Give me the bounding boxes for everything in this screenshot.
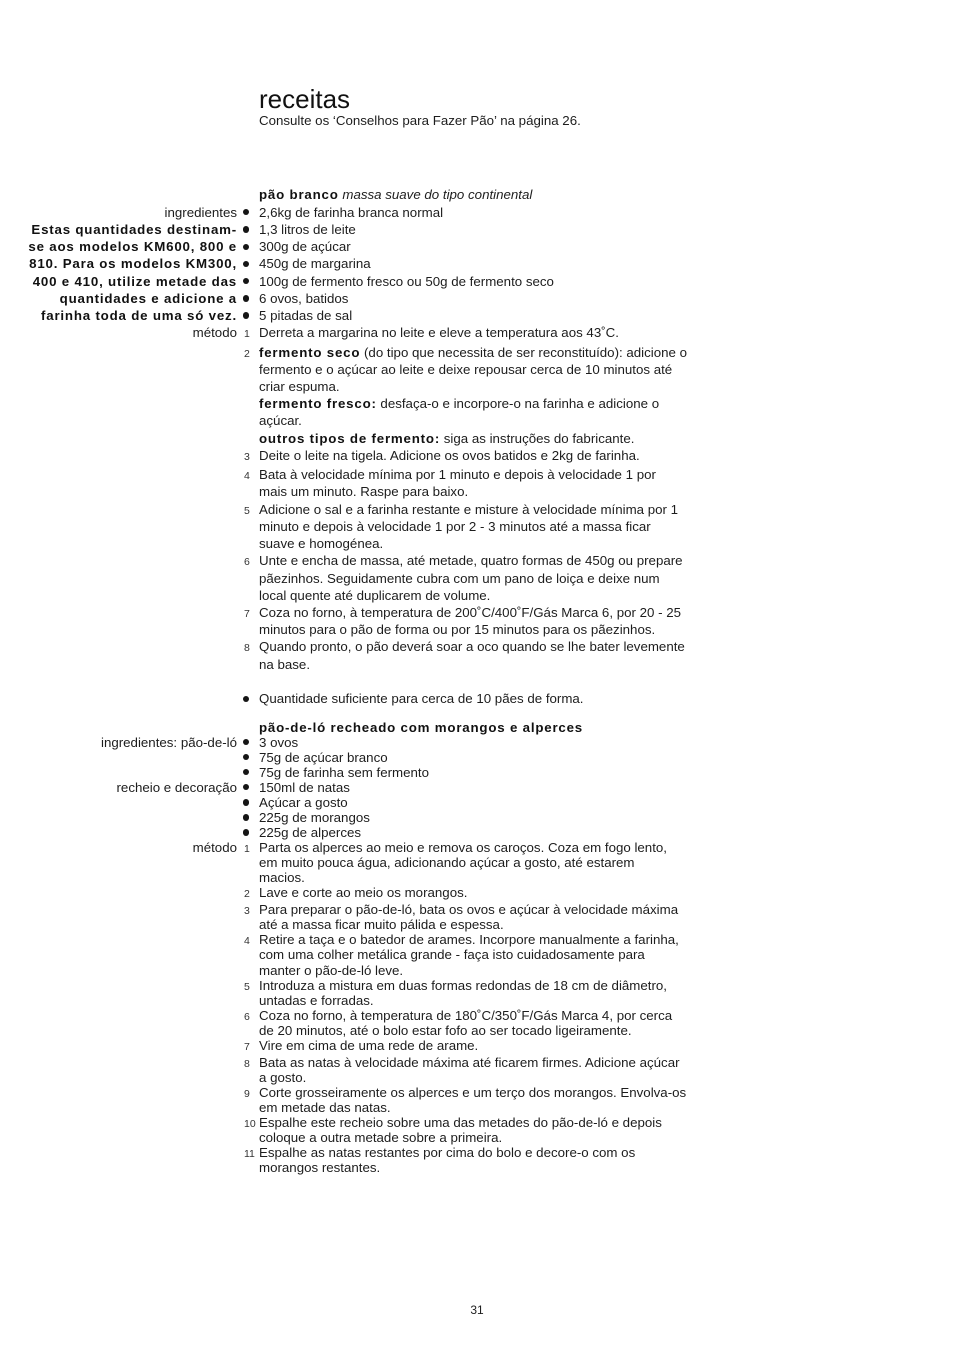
method-step	[237, 1008, 760, 1038]
step-number: 5	[244, 504, 250, 517]
page-header	[259, 85, 581, 129]
bullet-marker	[237, 238, 259, 255]
method-group	[0, 324, 760, 673]
ingredient-text: 225g de alperces	[259, 824, 362, 840]
filling-labels	[0, 780, 237, 840]
yeast-type: fermento seco	[259, 344, 361, 360]
bullet-marker	[237, 690, 259, 707]
ingredient-text: 150ml de natas	[259, 779, 350, 795]
method-step	[237, 902, 760, 932]
step-text: Corte grosseiramente os alperces e um terço dos morangos. Envolva-os em metade das natas.	[259, 1085, 687, 1116]
recipe-title-row	[0, 720, 760, 735]
sponge-labels	[0, 735, 237, 780]
method-step	[237, 324, 760, 343]
page-title: receitas	[259, 84, 351, 114]
bullet-icon	[243, 769, 249, 775]
step-number: 6	[244, 556, 250, 569]
bullet-icon	[243, 226, 249, 232]
ingredient-text: 300g de açúcar	[259, 239, 351, 255]
step-number: 4	[244, 470, 250, 483]
bullet-marker	[237, 780, 259, 795]
ingredient-item	[237, 795, 760, 810]
method-step	[237, 604, 760, 638]
step-text: Unte e encha de massa, até metade, quatro formas de 450g ou prepare pãezinhos. Seguidamente cubra com um pano de loiça e deixe num local quente até duplicarem de volume.	[259, 553, 683, 603]
ingredient-item	[237, 735, 760, 750]
bullet-marker	[237, 255, 259, 272]
ingredients-list	[237, 204, 760, 325]
bullet-marker	[237, 810, 259, 825]
yeast-option	[259, 395, 687, 429]
bullet-marker	[237, 221, 259, 238]
step-number: 2	[244, 888, 250, 901]
ingredient-text: 450g de margarina	[259, 256, 371, 272]
yield-item	[237, 690, 760, 707]
step-number: 2	[244, 347, 250, 360]
bullet-marker	[237, 795, 259, 810]
method-label: método	[192, 840, 237, 855]
yeast-type: fermento fresco:	[259, 396, 377, 412]
ingredient-item	[237, 750, 760, 765]
ingredient-text: 1,3 litros de leite	[259, 221, 356, 237]
yeast-instructions: (do tipo que necessita de ser reconstituído): adicione o fermento e o açúcar ao leite e deixe repousar cerca de 10 minutos até criar espuma.	[259, 344, 688, 394]
step-number: 5	[244, 980, 250, 993]
step-number: 4	[244, 935, 250, 948]
method-labels	[0, 324, 237, 673]
filling-ingredients-label: recheio e decoração	[116, 779, 237, 795]
method-step	[237, 344, 760, 447]
step-number: 7	[244, 608, 250, 621]
step-text: Coza no forno, à temperatura de 200˚C/400˚F/Gás Marca 6, por 20 - 25 minutos para o pão de forma ou por 15 minutos para os pãezinhos.	[259, 605, 682, 638]
bullet-icon	[243, 829, 249, 835]
yeast-instructions: desfaça-o e incorpore-o na farinha e adicione o açúcar.	[259, 396, 660, 429]
bullet-marker	[237, 825, 259, 840]
step-text: Para preparar o pão-de-ló, bata os ovos e açúcar à velocidade máxima até a massa ficar muito pálida e espessa.	[259, 902, 679, 933]
step-number: 1	[244, 328, 250, 341]
method-step	[237, 552, 760, 604]
yeast-type: outros tipos de fermento:	[259, 430, 441, 446]
step-text: Bata à velocidade mínima por 1 minuto e depois à velocidade 1 por mais um minuto. Raspe para baixo.	[259, 467, 656, 500]
bullet-icon	[243, 696, 249, 702]
ingredient-text: 3 ovos	[259, 734, 299, 750]
quantity-note: Estas quantidades destinam- se aos modelos KM600, 800 e 810. Para os modelos KM300, 400 e 410, utilize metade das quantidades e adicione a farinha toda de uma só vez.	[28, 221, 237, 324]
ingredient-text: 75g de açúcar branco	[259, 749, 388, 765]
bullet-marker	[237, 273, 259, 290]
ingredient-item	[237, 780, 760, 795]
bullet-icon	[243, 784, 249, 790]
sponge-ingredients-group	[0, 735, 760, 780]
step-text: Deite o leite na tigela. Adicione os ovos batidos e 2kg de farinha.	[259, 447, 640, 463]
yeast-option	[259, 430, 687, 447]
ingredient-item	[237, 255, 760, 272]
step-text: Coza no forno, à temperatura de 180˚C/350˚F/Gás Marca 4, por cerca de 20 minutos, até o bolo estar fofo ao ser tocado ligeiramente.	[259, 1007, 673, 1038]
step-number: 3	[244, 450, 250, 463]
step-number: 11	[244, 1148, 255, 1161]
bullet-icon	[243, 739, 249, 745]
step-text: Vire em cima de uma rede de arame.	[259, 1037, 479, 1053]
method-step	[237, 466, 760, 500]
bullet-marker	[237, 735, 259, 750]
ingredients-label: ingredientes	[164, 204, 237, 220]
step-number: 10	[244, 1118, 256, 1131]
method-step	[237, 1115, 760, 1145]
filling-ingredients-group	[0, 780, 760, 840]
method-step	[237, 885, 760, 902]
step-number: 1	[244, 843, 250, 855]
bullet-icon	[243, 799, 249, 805]
step-number: 9	[244, 1088, 250, 1100]
ingredient-item	[237, 238, 760, 255]
method-steps	[237, 324, 760, 673]
step-text: Retire a taça e o batedor de arames. Incorpore manualmente a farinha, com uma colher metálica grande - faça isto cuidadosamente para manter o pão-de-ló leve.	[259, 932, 679, 978]
method-step	[237, 978, 760, 1008]
step-text: Quando pronto, o pão deverá soar a oco quando se lhe bater levemente na base.	[259, 639, 685, 672]
method-step	[237, 840, 760, 885]
ingredient-item	[237, 307, 760, 324]
step-text	[259, 344, 687, 447]
ingredient-item	[237, 765, 760, 780]
method-step	[237, 932, 760, 977]
bullet-icon	[243, 244, 249, 250]
recipe-sponge-cake	[0, 720, 760, 1176]
method-step	[237, 638, 760, 672]
ingredient-text: 5 pitadas de sal	[259, 308, 353, 324]
method-labels	[0, 840, 237, 1175]
method-step	[237, 1038, 760, 1055]
ingredient-text: Açúcar a gosto	[259, 794, 348, 810]
bullet-icon	[243, 295, 249, 301]
step-text: Bata as natas à velocidade máxima até ficarem firmes. Adicione açúcar a gosto.	[259, 1054, 680, 1085]
step-text: Introduza a mistura em duas formas redondas de 18 cm de diâmetro, untadas e forradas.	[259, 977, 667, 1008]
ingredient-text: 225g de morangos	[259, 809, 370, 825]
recipe-white-bread	[0, 186, 760, 707]
bullet-icon	[243, 312, 249, 318]
method-steps	[237, 840, 760, 1175]
bullet-marker	[237, 204, 259, 221]
bullet-marker	[237, 307, 259, 324]
ingredient-item	[237, 290, 760, 307]
ingredient-text: 6 ovos, batidos	[259, 290, 349, 306]
step-number: 7	[244, 1040, 250, 1053]
ingredient-item	[237, 204, 760, 221]
step-text: Parta os alperces ao meio e remova os caroços. Coza em fogo lento, em muito pouca água, adicionando açúcar a gosto, até estarem macios.	[259, 840, 667, 886]
method-step	[237, 501, 760, 553]
ingredient-text: 100g de fermento fresco ou 50g de fermento seco	[259, 273, 554, 289]
method-label: método	[192, 325, 237, 341]
bullet-icon	[243, 278, 249, 284]
method-group	[0, 840, 760, 1175]
ingredient-item	[237, 825, 760, 840]
page-number: 31	[470, 1303, 484, 1317]
step-text: Espalhe este recheio sobre uma das metades do pão-de-ló e depois coloque a outra metade sobre a primeira.	[259, 1115, 662, 1146]
ingredient-text: 75g de farinha sem fermento	[259, 764, 430, 780]
sponge-ingredients-label: ingredientes: pão-de-ló	[100, 734, 237, 750]
method-step	[237, 1055, 760, 1085]
bullet-icon	[243, 261, 249, 267]
step-text: Adicione o sal e a farinha restante e misture à velocidade mínima por 1 minuto e depois à velocidade 1 por 2 - 3 minutos até a massa ficar suave e homogénea.	[259, 501, 679, 552]
ingredient-item	[237, 221, 760, 238]
sponge-ingredients-list	[237, 735, 760, 780]
yield-group	[237, 690, 760, 707]
yeast-instructions: siga as instruções do fabricante.	[440, 430, 635, 446]
filling-ingredients-list	[237, 780, 760, 840]
ingredients-labels	[0, 204, 237, 325]
step-number: 6	[244, 1010, 250, 1023]
yield-note: Quantidade suficiente para cerca de 10 pães de forma.	[259, 691, 584, 707]
bullet-icon	[243, 209, 249, 215]
bullet-icon	[243, 814, 249, 820]
step-number: 8	[244, 642, 250, 655]
recipe-subtitle: massa suave do tipo continental	[342, 187, 533, 203]
yeast-option	[259, 344, 687, 396]
bullet-icon	[243, 754, 249, 760]
bullet-marker	[237, 765, 259, 780]
method-step	[237, 1085, 760, 1115]
step-text: Espalhe as natas restantes por cima do bolo e decore-o com os morangos restantes.	[259, 1145, 636, 1176]
bullet-marker	[237, 290, 259, 307]
ingredient-item	[237, 810, 760, 825]
step-number: 8	[244, 1057, 250, 1070]
ingredient-item	[237, 273, 760, 290]
recipe-title: pão branco	[259, 187, 339, 203]
ingredient-text: 2,6kg de farinha branca normal	[259, 204, 444, 220]
recipe-title-row	[0, 186, 760, 203]
step-text: Lave e corte ao meio os morangos.	[259, 885, 468, 901]
method-step	[237, 1145, 760, 1175]
page-subtitle: Consulte os ‘Conselhos para Fazer Pão’ na página 26.	[259, 113, 581, 128]
method-step	[237, 447, 760, 466]
bullet-marker	[237, 750, 259, 765]
recipe-title: pão-de-ló recheado com morangos e alperces	[259, 719, 584, 735]
ingredients-group	[0, 204, 760, 325]
step-number: 3	[244, 905, 250, 918]
step-text: Derreta a margarina no leite e eleve a temperatura aos 43˚C.	[259, 325, 619, 341]
